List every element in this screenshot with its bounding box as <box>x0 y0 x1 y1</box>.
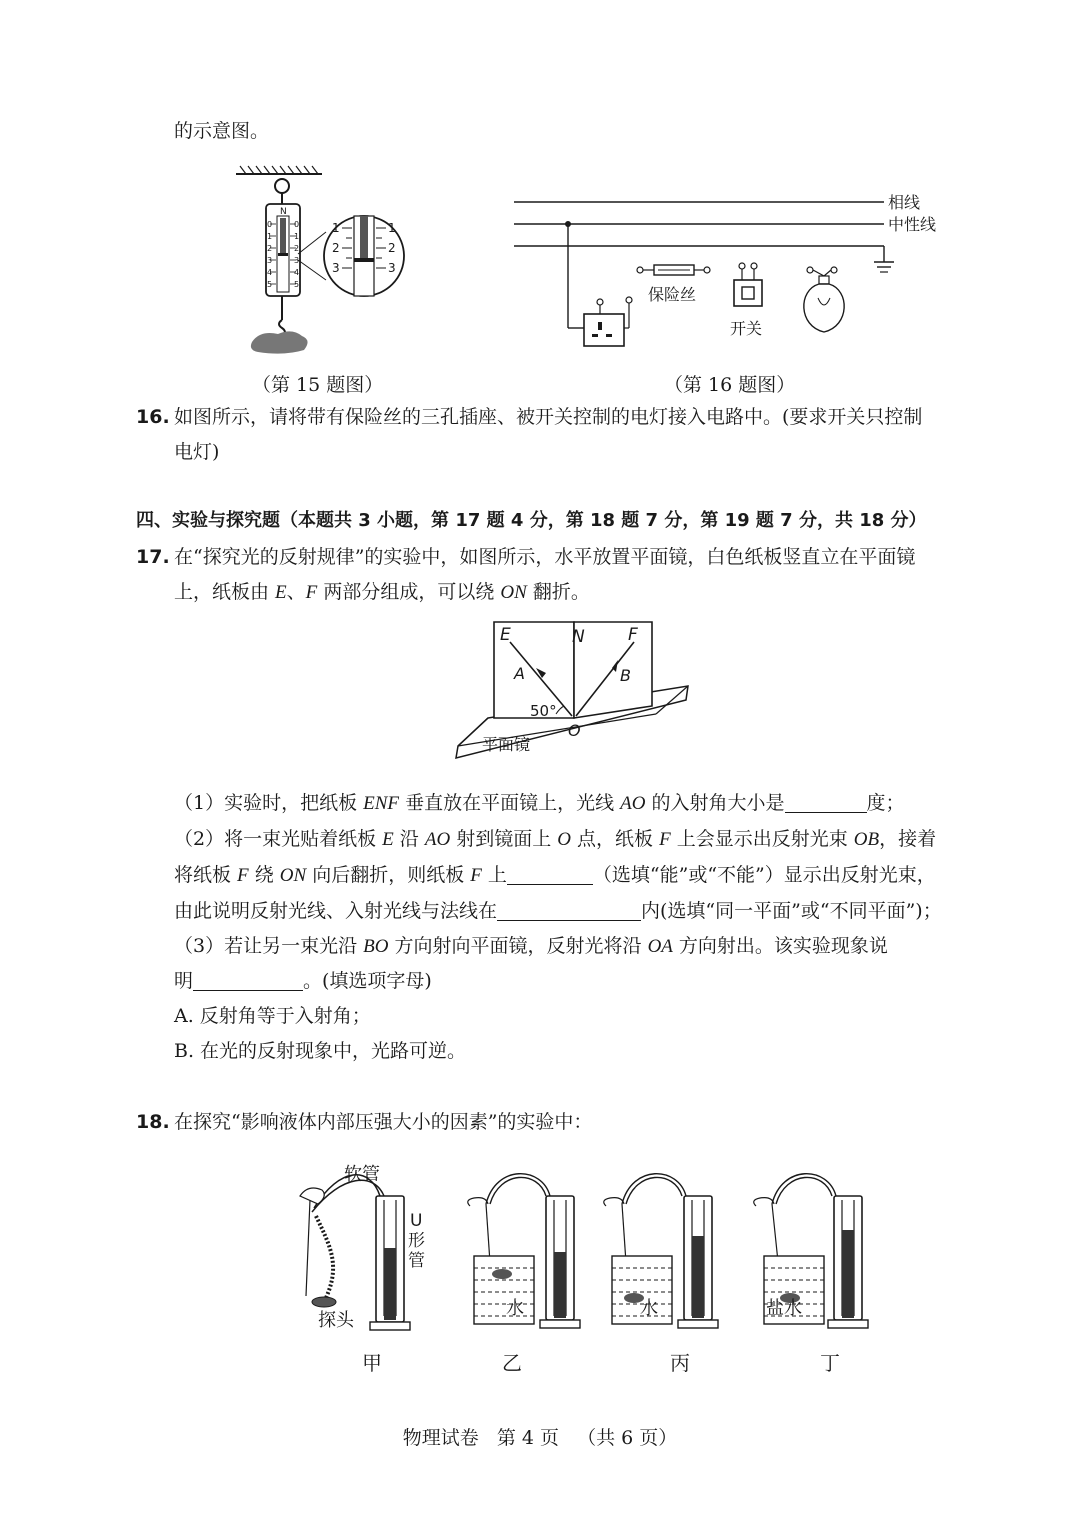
question-number-16: 16. <box>136 406 170 428</box>
label-B: B <box>620 666 631 685</box>
page-footer: 物理试卷 第 4 页 （共 6 页） <box>402 1427 678 1449</box>
q17-part3-line1: （3）若让另一束光沿 BO 方向射向平面镜，反射光将沿 OA 方向射出。该实验现象说 <box>174 935 888 957</box>
q17-option-a: A. 反射角等于入射角； <box>174 1005 371 1027</box>
answer-blank <box>785 794 867 813</box>
scale-tick-label: 5 <box>267 280 273 289</box>
scale-tick-label: 3 <box>267 256 273 265</box>
q16-line2: 电灯) <box>174 441 220 463</box>
label-yi: 乙 <box>502 1351 522 1375</box>
scale-tick-label: 4 <box>294 268 300 277</box>
q17-part2-line2: 将纸板 F 绕 ON 向后翻折，则纸板 F 上 （选填“能”或“不能”）显示出反射光束， <box>174 864 936 886</box>
q17-part2-line1: （2）将一束光贴着纸板 E 沿 AO 射到镜面上 O 点，纸板 F 上会显示出反射光束 OB，接着 <box>174 828 937 850</box>
scale-tick-label: 2 <box>267 244 273 253</box>
label-water-2: 水 <box>640 1298 658 1319</box>
label-O: O <box>568 721 581 740</box>
label-brine: 盐水 <box>766 1298 802 1319</box>
label-u-tube: 管 <box>408 1251 425 1271</box>
label-A: A <box>514 664 525 683</box>
section-4-heading: 四、实验与探究题（本题共 3 小题，第 17 题 4 分，第 18 题 7 分，第 19 题 7 分，共 18 分） <box>136 510 927 531</box>
label-probe: 探头 <box>318 1310 354 1331</box>
figure-18-pressure <box>270 1156 880 1386</box>
scale-tick-label: 5 <box>294 280 300 289</box>
label-water-1: 水 <box>506 1298 524 1319</box>
text-top-fragment: 的示意图。 <box>174 120 270 142</box>
answer-blank <box>507 866 593 885</box>
zoom-tick-label: 3 <box>332 261 340 275</box>
q16-line1: 如图所示，请将带有保险丝的三孔插座、被开关控制的电灯接入电路中。(要求开关只控制 <box>174 406 923 428</box>
question-number-17: 17. <box>136 546 170 568</box>
label-bing: 丙 <box>670 1351 690 1375</box>
q17-line2: 上，纸板由 E、F 两部分组成，可以绕 ON 翻折。 <box>174 581 590 603</box>
label-ding: 丁 <box>820 1351 840 1375</box>
caption-fig16: （第 16 题图） <box>664 374 796 396</box>
q17-part1: （1）实验时，把纸板 ENF 垂直放在平面镜上，光线 AO 的入射角大小是 度； <box>174 792 905 814</box>
scale-tick-label: 0 <box>294 220 300 229</box>
scale-tick-label: 1 <box>267 232 273 241</box>
q18-text: 在探究“影响液体内部压强大小的因素”的实验中： <box>174 1111 593 1133</box>
question-number-18: 18. <box>136 1111 170 1133</box>
label-fuse: 保险丝 <box>648 285 697 304</box>
zoom-tick-label: 2 <box>388 241 396 255</box>
label-switch: 开关 <box>730 319 763 338</box>
q17-option-b: B. 在光的反射现象中，光路可逆。 <box>174 1040 467 1062</box>
figure-17-reflection <box>448 618 698 768</box>
label-live-wire: 相线 <box>888 193 921 212</box>
label-u-tube: 形 <box>408 1231 425 1251</box>
label-neutral-wire: 中性线 <box>888 215 937 234</box>
zoom-tick-label: 3 <box>388 261 396 275</box>
scale-tick-label: 1 <box>294 232 300 241</box>
label-F: F <box>628 625 638 645</box>
label-hose: 软管 <box>344 1164 380 1185</box>
answer-blank <box>193 972 303 991</box>
q17-part2-line3: 由此说明反射光线、入射光线与法线在 内(选填“同一平面”或“不同平面”)； <box>174 900 942 922</box>
q17-line1: 在“探究光的反射规律”的实验中，如图所示，水平放置平面镜，白色纸板竖直立在平面镜 <box>174 546 916 568</box>
scale-tick-label: 0 <box>267 220 273 229</box>
label-E: E <box>500 625 511 645</box>
label-mirror: 平面镜 <box>482 735 531 754</box>
caption-fig15: （第 15 题图） <box>252 374 384 396</box>
scale-tick-label: 2 <box>294 244 300 253</box>
scale-unit: N <box>280 207 287 217</box>
zoom-tick-label: 1 <box>388 221 396 235</box>
figure-16-circuit <box>508 186 958 356</box>
label-jia: 甲 <box>362 1351 382 1375</box>
label-N: N <box>572 627 585 647</box>
zoom-tick-label: 2 <box>332 241 340 255</box>
label-angle: 50° <box>530 702 557 720</box>
answer-blank <box>497 902 641 921</box>
zoom-tick-label: 1 <box>332 221 340 235</box>
scale-tick-label: 3 <box>294 256 300 265</box>
q17-part3-line2: 明 。(填选项字母) <box>174 970 432 992</box>
scale-tick-label: 4 <box>267 268 273 277</box>
figure-15-spring-scale <box>230 160 410 360</box>
label-u-tube: U <box>410 1211 423 1231</box>
